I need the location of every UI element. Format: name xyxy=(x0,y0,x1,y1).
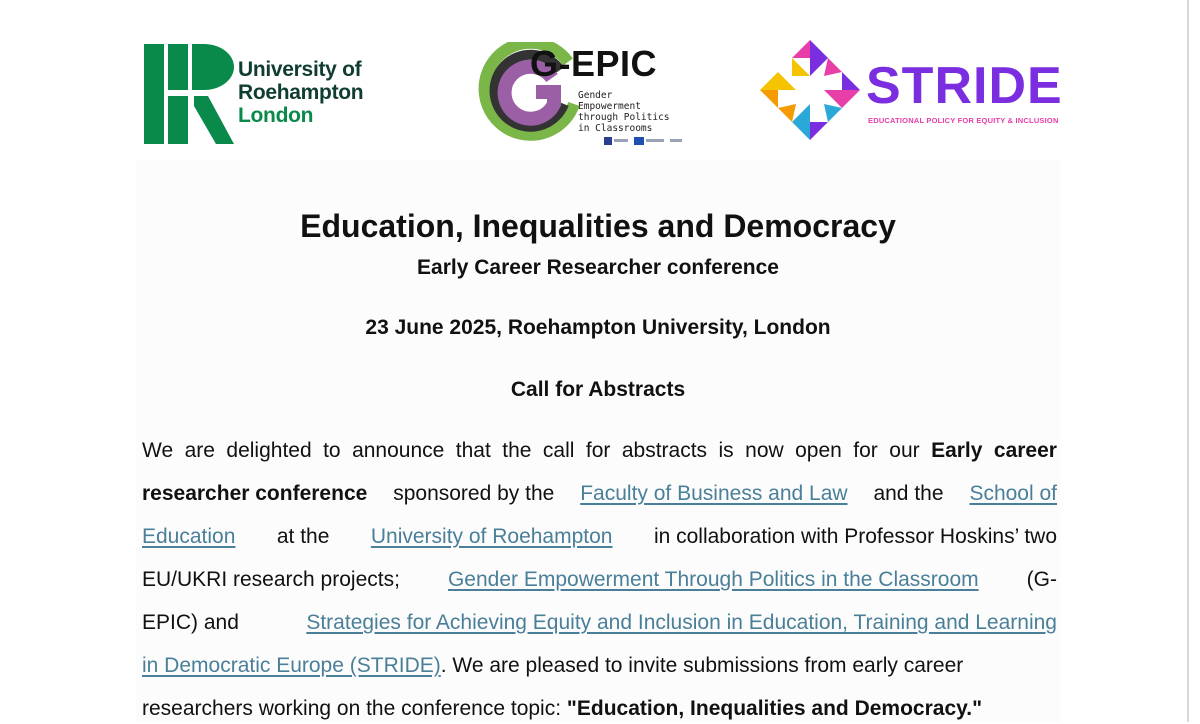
word: to xyxy=(323,439,341,462)
word: announce xyxy=(352,439,445,462)
roehampton-wordmark xyxy=(238,58,363,127)
g-epic-title: G-EPIC xyxy=(530,43,658,84)
word: delighted xyxy=(226,439,312,462)
g-epic-subtitle xyxy=(578,90,670,134)
document-subtitle: Early Career Researcher conference xyxy=(417,256,779,279)
text: (G- xyxy=(1026,568,1057,591)
word: our xyxy=(889,439,920,462)
word: We xyxy=(142,439,174,462)
text: and the xyxy=(873,482,944,505)
word: is xyxy=(718,439,734,462)
paragraph-line-1 xyxy=(142,436,1057,466)
paragraph-line-4 xyxy=(142,565,1057,595)
stride-project-link-part2[interactable]: in Democratic Europe (STRIDE) xyxy=(142,654,441,677)
school-of-education-link-part1[interactable]: School of xyxy=(969,482,1057,505)
stride-name: STRIDE xyxy=(866,57,1063,115)
text: at the xyxy=(276,525,330,548)
word: abstracts xyxy=(621,439,708,462)
bold-text: researcher conference xyxy=(142,482,368,505)
text: EPIC) and xyxy=(142,611,239,634)
paragraph-line-3 xyxy=(142,522,1057,552)
stride-star-icon xyxy=(756,36,864,144)
paragraph-line-2 xyxy=(142,479,1057,509)
g-epic-logo xyxy=(476,40,692,150)
document-title: Education, Inequalities and Democracy xyxy=(300,208,896,244)
roehampton-wordmark-line3: London xyxy=(238,104,314,127)
paragraph-line-5 xyxy=(142,608,1057,638)
word: call xyxy=(542,439,575,462)
paragraph-line-7 xyxy=(142,694,1057,724)
g-epic-subtitle-line4: in Classrooms xyxy=(578,123,653,134)
faculty-business-law-link[interactable]: Faculty of Business and Law xyxy=(580,482,848,505)
word: open xyxy=(795,439,842,462)
word: the xyxy=(502,439,532,462)
text: researchers working on the conference topic: xyxy=(142,697,567,720)
roehampton-r-mark-icon xyxy=(142,44,234,144)
section-heading: Call for Abstracts xyxy=(510,378,686,401)
text: EU/UKRI research projects; xyxy=(142,568,400,591)
word: for xyxy=(585,439,611,462)
stride-tagline: EDUCATIONAL POLICY FOR EQUITY & INCLUSION xyxy=(868,116,1059,125)
stride-logo xyxy=(756,36,1066,146)
text: . We are pleased to invite submissions from early career xyxy=(440,654,964,677)
bold-word: Early xyxy=(931,439,983,462)
university-of-roehampton-link[interactable]: University of Roehampton xyxy=(370,525,613,548)
bold-word: career xyxy=(993,439,1057,462)
word: for xyxy=(853,439,878,462)
text: in collaboration with Professor Hoskins’ two xyxy=(653,525,1057,548)
roehampton-wordmark-line1: University of xyxy=(238,58,362,81)
word: that xyxy=(455,439,491,462)
page-right-border xyxy=(1187,0,1189,722)
g-epic-subtitle-line2: Empowerment xyxy=(578,101,641,112)
word: now xyxy=(745,439,784,462)
g-epic-subtitle-line3: through Politics xyxy=(578,112,670,123)
event-date-location: 23 June 2025, Roehampton University, London xyxy=(365,316,831,339)
stride-project-link-part1[interactable]: Strategies for Achieving Equity and Inclusion in Education, Training and Learning xyxy=(306,611,1057,634)
conference-topic: "Education, Inequalities and Democracy." xyxy=(566,697,983,720)
paragraph-line-6 xyxy=(142,651,1057,681)
g-epic-project-link[interactable]: Gender Empowerment Through Politics in the Classroom xyxy=(447,568,979,591)
funder-logos-icon xyxy=(604,137,684,145)
text: sponsored by the xyxy=(393,482,555,505)
g-epic-subtitle-line1: Gender xyxy=(578,90,613,101)
university-of-roehampton-logo xyxy=(142,44,382,146)
school-of-education-link-part2[interactable]: Education xyxy=(142,525,236,548)
roehampton-wordmark-line2: Roehampton xyxy=(238,81,364,104)
word: are xyxy=(184,439,215,462)
